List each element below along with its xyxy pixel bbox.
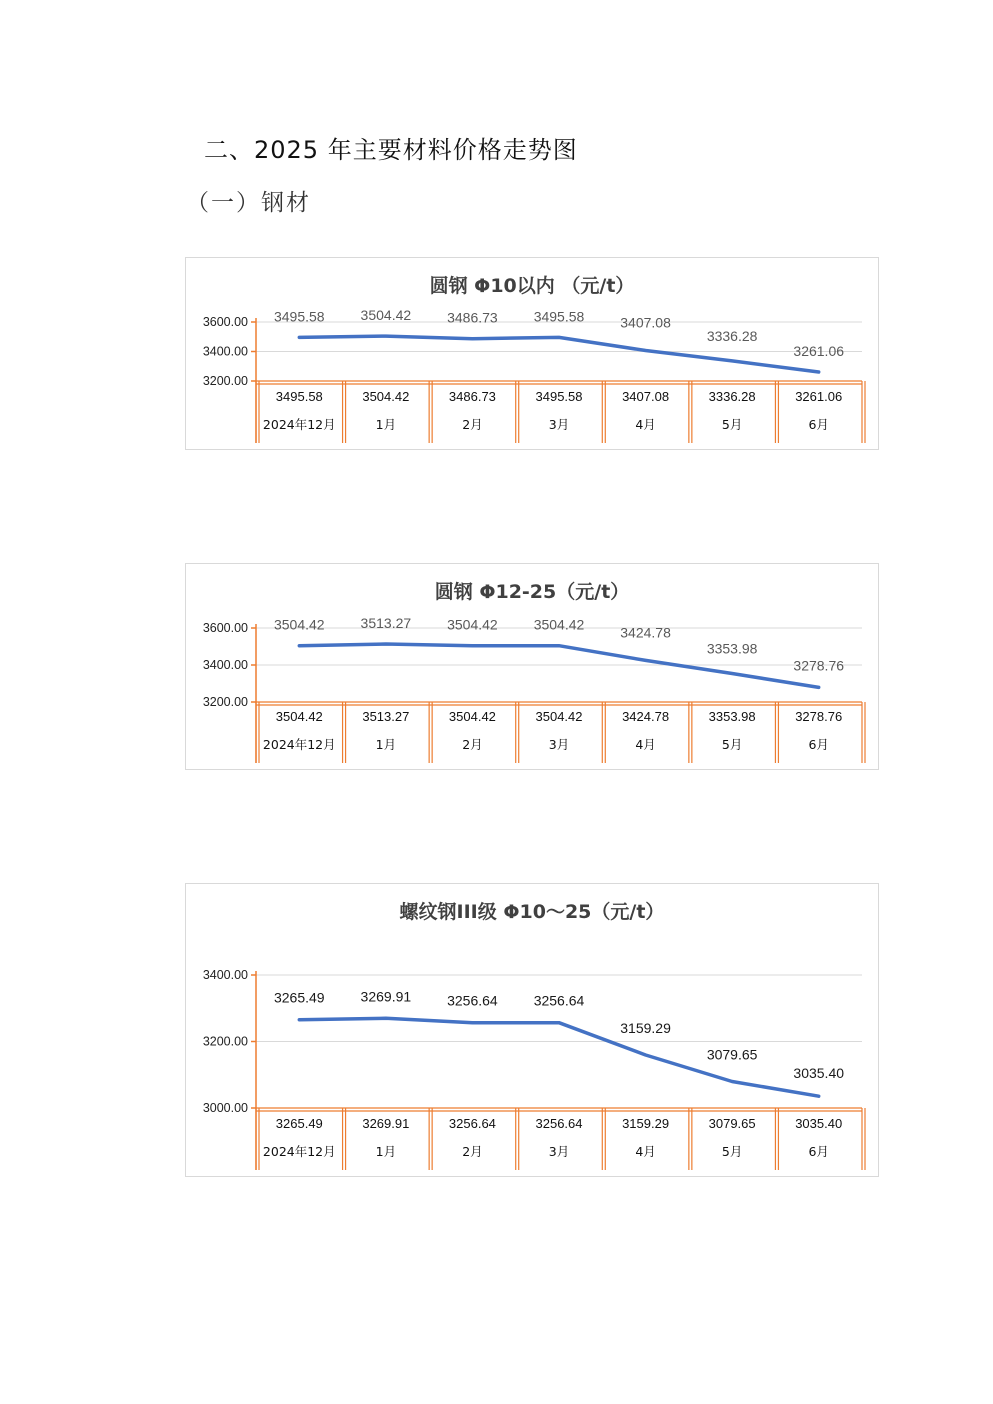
chart-title: 圆钢 Φ12-25（元/t） (434, 581, 630, 603)
data-label: 3504.42 (447, 616, 498, 633)
table-value-cell: 3504.42 (362, 389, 410, 404)
table-value-cell: 3079.65 (708, 1116, 756, 1131)
table-value-cell: 3495.58 (535, 389, 583, 404)
table-value-cell: 3265.49 (275, 1116, 323, 1131)
table-value-cell: 3353.98 (708, 709, 756, 724)
chart-title: 圆钢 Φ10以内 （元/t） (429, 275, 635, 297)
data-label: 3261.06 (793, 342, 845, 359)
chart-rebar-grade-iii (185, 883, 879, 1177)
y-tick-label: 3400.00 (202, 658, 248, 672)
table-category-cell: 2月 (462, 737, 483, 752)
y-tick-label: 3000.00 (202, 1101, 248, 1115)
table-value-cell: 3495.58 (275, 389, 323, 404)
table-value-cell: 3261.06 (795, 389, 843, 404)
table-category-cell: 5月 (721, 1144, 743, 1159)
table-value-cell: 3486.73 (448, 389, 496, 404)
chart-svg (186, 564, 878, 769)
data-label: 3159.29 (620, 1020, 671, 1037)
table-category-cell: 6月 (808, 417, 829, 432)
table-category-cell: 1月 (375, 417, 397, 432)
data-label: 3265.49 (273, 989, 325, 1006)
data-label: 3486.73 (447, 309, 498, 326)
chart-round-steel-phi10 (185, 257, 879, 450)
table-value-cell: 3256.64 (448, 1116, 496, 1131)
table-value-cell: 3256.64 (535, 1116, 583, 1131)
y-tick-label: 3200.00 (202, 695, 248, 709)
subsection-heading: （一）钢材 (186, 190, 311, 216)
data-label: 3504.42 (273, 616, 325, 633)
y-tick-label: 3400.00 (202, 968, 248, 982)
table-value-cell: 3504.42 (535, 709, 583, 724)
data-label: 3256.64 (447, 992, 498, 1009)
data-label: 3407.08 (620, 314, 671, 331)
table-category-cell: 6月 (808, 737, 829, 752)
chart-round-steel-phi12-25 (185, 563, 879, 770)
y-tick-label: 3600.00 (202, 315, 248, 329)
table-category-cell: 1月 (375, 737, 397, 752)
y-tick-label: 3200.00 (202, 1034, 248, 1049)
table-category-cell: 3月 (548, 417, 570, 432)
table-value-cell: 3159.29 (622, 1116, 670, 1131)
data-label: 3278.76 (793, 657, 845, 674)
table-value-cell: 3424.78 (622, 709, 670, 724)
data-label: 3336.28 (706, 327, 758, 344)
data-label: 3035.40 (793, 1065, 845, 1082)
data-label: 3079.65 (706, 1046, 758, 1063)
table-category-cell: 5月 (721, 737, 743, 752)
section-heading: 二、2025 年主要材料价格走势图 (204, 136, 578, 164)
chart-title: 螺纹钢III级 Φ10～25（元/t） (399, 901, 665, 923)
table-category-cell: 6月 (808, 1144, 829, 1159)
data-label: 3504.42 (360, 307, 412, 324)
chart-svg (186, 884, 878, 1176)
table-value-cell: 3513.27 (362, 709, 410, 724)
data-label: 3495.58 (533, 308, 585, 325)
table-value-cell: 3504.42 (448, 709, 496, 724)
data-label: 3353.98 (706, 640, 758, 657)
table-category-cell: 4月 (635, 737, 656, 752)
data-label: 3424.78 (620, 624, 671, 641)
table-category-cell: 2月 (462, 1144, 483, 1159)
table-category-cell: 5月 (721, 417, 743, 432)
y-tick-label: 3200.00 (202, 374, 248, 388)
table-value-cell: 3407.08 (622, 389, 670, 404)
table-value-cell: 3336.28 (708, 389, 756, 404)
y-tick-label: 3400.00 (202, 344, 248, 359)
table-category-cell: 1月 (375, 1144, 397, 1159)
data-label: 3269.91 (360, 988, 412, 1005)
table-category-cell: 4月 (635, 417, 656, 432)
table-category-cell: 2024年12月 (262, 737, 336, 752)
table-value-cell: 3269.91 (362, 1116, 410, 1131)
table-category-cell: 2024年12月 (262, 1144, 336, 1159)
data-label: 3495.58 (273, 308, 325, 325)
table-value-cell: 3278.76 (795, 709, 843, 724)
data-label: 3504.42 (533, 616, 585, 633)
data-label: 3513.27 (360, 615, 412, 632)
table-category-cell: 2月 (462, 417, 483, 432)
chart-svg (186, 258, 878, 449)
y-tick-label: 3600.00 (202, 621, 248, 635)
table-category-cell: 3月 (548, 1144, 570, 1159)
table-category-cell: 4月 (635, 1144, 656, 1159)
table-category-cell: 3月 (548, 737, 570, 752)
table-value-cell: 3504.42 (275, 709, 323, 724)
table-category-cell: 2024年12月 (262, 417, 336, 432)
table-value-cell: 3035.40 (795, 1116, 843, 1131)
data-label: 3256.64 (533, 992, 585, 1009)
